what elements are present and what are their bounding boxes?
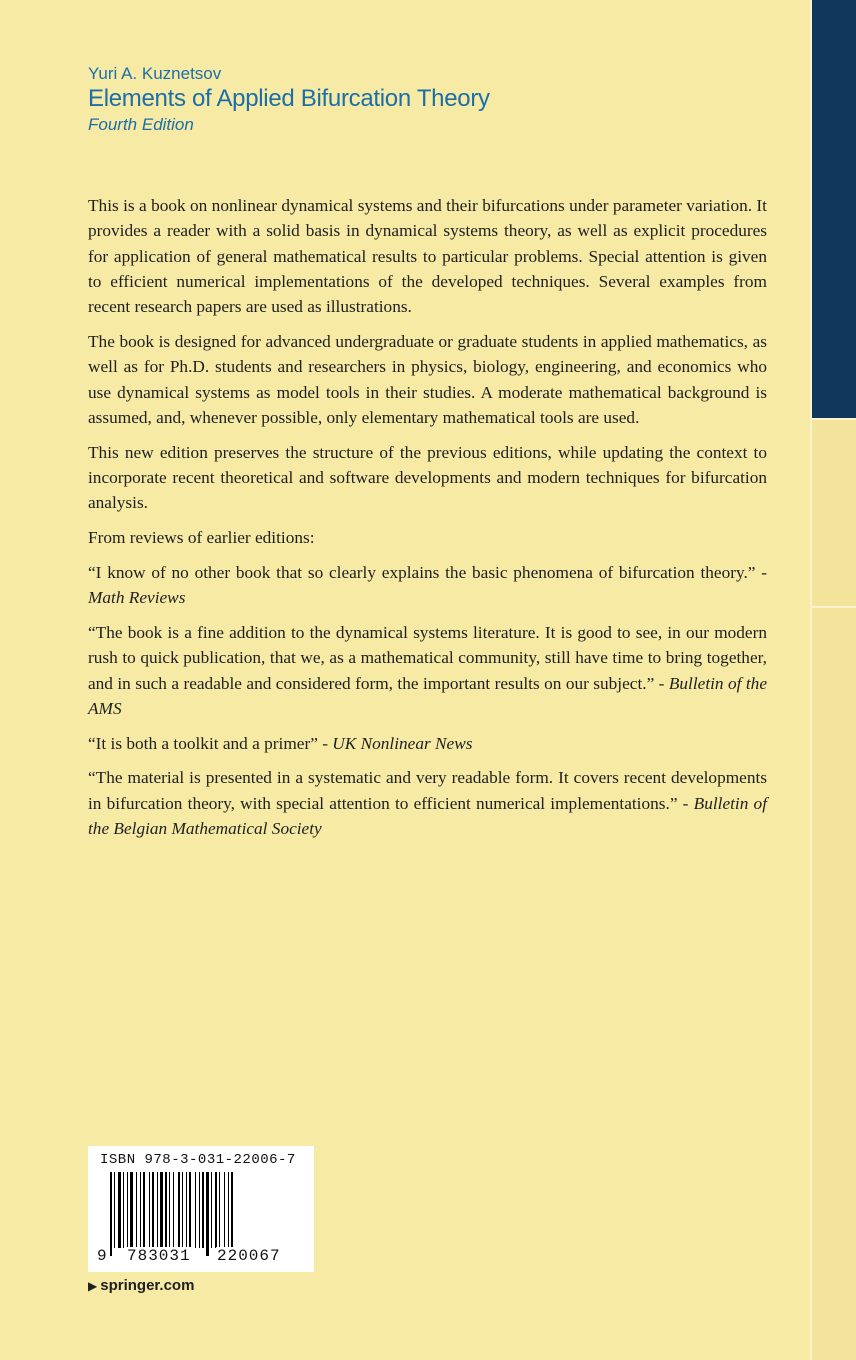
barcode-bar [178, 1172, 180, 1248]
spine-fold-line [810, 0, 812, 1360]
barcode-bar [231, 1172, 233, 1248]
barcode-bar [136, 1172, 137, 1248]
review-quote [88, 765, 767, 841]
book-title: Elements of Applied Bifurcation Theory [88, 85, 490, 112]
review-quote [88, 620, 767, 721]
review-source: UK Nonlinear News [332, 733, 473, 753]
barcode-digits-right: 220067 [217, 1247, 281, 1265]
barcode-bars [110, 1172, 308, 1256]
barcode-bar [169, 1172, 170, 1248]
isbn-label: ISBN 978-3-031-22006-7 [100, 1152, 296, 1168]
review-text: “It is both a toolkit and a primer” - [88, 733, 333, 753]
barcode-bar [215, 1172, 217, 1248]
isbn-barcode [88, 1146, 314, 1272]
review-text: “I know of no other book that so clearly explains the basic phenomena of bifurcation theory.” - [88, 562, 767, 582]
barcode-bar [140, 1172, 141, 1248]
blurb-text [88, 193, 767, 851]
barcode-bar [206, 1172, 209, 1256]
barcode-bar [157, 1172, 158, 1248]
review-source: Math Reviews [88, 588, 186, 608]
barcode-bar [143, 1172, 145, 1248]
book-header [88, 64, 490, 136]
barcode-bar [219, 1172, 220, 1248]
spine-divider [812, 418, 856, 420]
barcode-bar [199, 1172, 200, 1248]
spine-blue-block [812, 0, 856, 418]
review-quote [88, 560, 767, 611]
barcode-bar [152, 1172, 154, 1248]
barcode-digits-left: 783031 [127, 1247, 191, 1265]
arrow-right-icon: ▶ [88, 1279, 98, 1293]
barcode-bar [130, 1172, 133, 1248]
barcode-bar [165, 1172, 167, 1248]
review-text: “The book is a fine addition to the dynamical systems literature. It is good to see, in our modern rush to quick publication, that we, as a mathematical community, still have time to bring together, and in such a readable and considered form, the important results on our subject.” - [88, 622, 767, 693]
blurb-paragraph: This is a book on nonlinear dynamical systems and their bifurcations under parameter variation. It provides a reader with a solid basis in dynamical systems theory, as well as explicit procedures for application of general mathematical results to particular problems. Special attention is given to efficient numerical implementations of the developed techniques. Several examples from recent research papers are used as illustrations. [88, 196, 767, 317]
barcode-digit-first: 9 [97, 1247, 107, 1265]
barcode-bar [224, 1172, 225, 1248]
author-name: Yuri A. Kuznetsov [88, 64, 222, 83]
barcode-bar [182, 1172, 183, 1248]
publisher-url: springer.com [100, 1277, 195, 1294]
barcode-bar [118, 1172, 121, 1248]
barcode-bar [160, 1172, 163, 1248]
barcode-bar [114, 1172, 115, 1248]
barcode-bar [195, 1172, 196, 1248]
reviews-heading: From reviews of earlier editions: [88, 528, 315, 548]
review-source: Bulletin of the AMS [88, 673, 767, 718]
barcode-bar [127, 1172, 128, 1248]
barcode-bar [189, 1172, 191, 1248]
review-source: Bulletin of the Belgian Mathematical Society [88, 793, 767, 839]
review-quote [88, 731, 767, 756]
barcode-bar [202, 1172, 204, 1248]
barcode-bar [228, 1172, 229, 1248]
barcode-bar [186, 1172, 187, 1248]
barcode-bar [123, 1172, 124, 1248]
edition-label: Fourth Edition [88, 115, 194, 134]
barcode-bar [173, 1172, 174, 1248]
barcode-bar [149, 1172, 150, 1248]
spine-divider [812, 606, 856, 608]
blurb-paragraph: The book is designed for advanced undergraduate or graduate students in applied mathematics, as well as for Ph.D. students and researchers in physics, biology, engineering, and economics who use dynamical systems as model tools in their studies. A moderate mathematical background is assumed, and, whenever possible, only elementary mathematical tools are used. [88, 331, 767, 427]
review-text: “The material is presented in a systematic and very readable form. It covers recent developments in bifurcation theory, with special attention to efficient numerical implementations.” - [88, 768, 767, 813]
barcode-bar [110, 1172, 112, 1256]
publisher-link[interactable] [88, 1277, 194, 1294]
barcode-bar [211, 1172, 212, 1248]
blurb-paragraph: This new edition preserves the structure of the previous editions, while updating the context to incorporate recent theoretical and software developments and modern techniques for bifurcation analysis. [88, 442, 767, 513]
